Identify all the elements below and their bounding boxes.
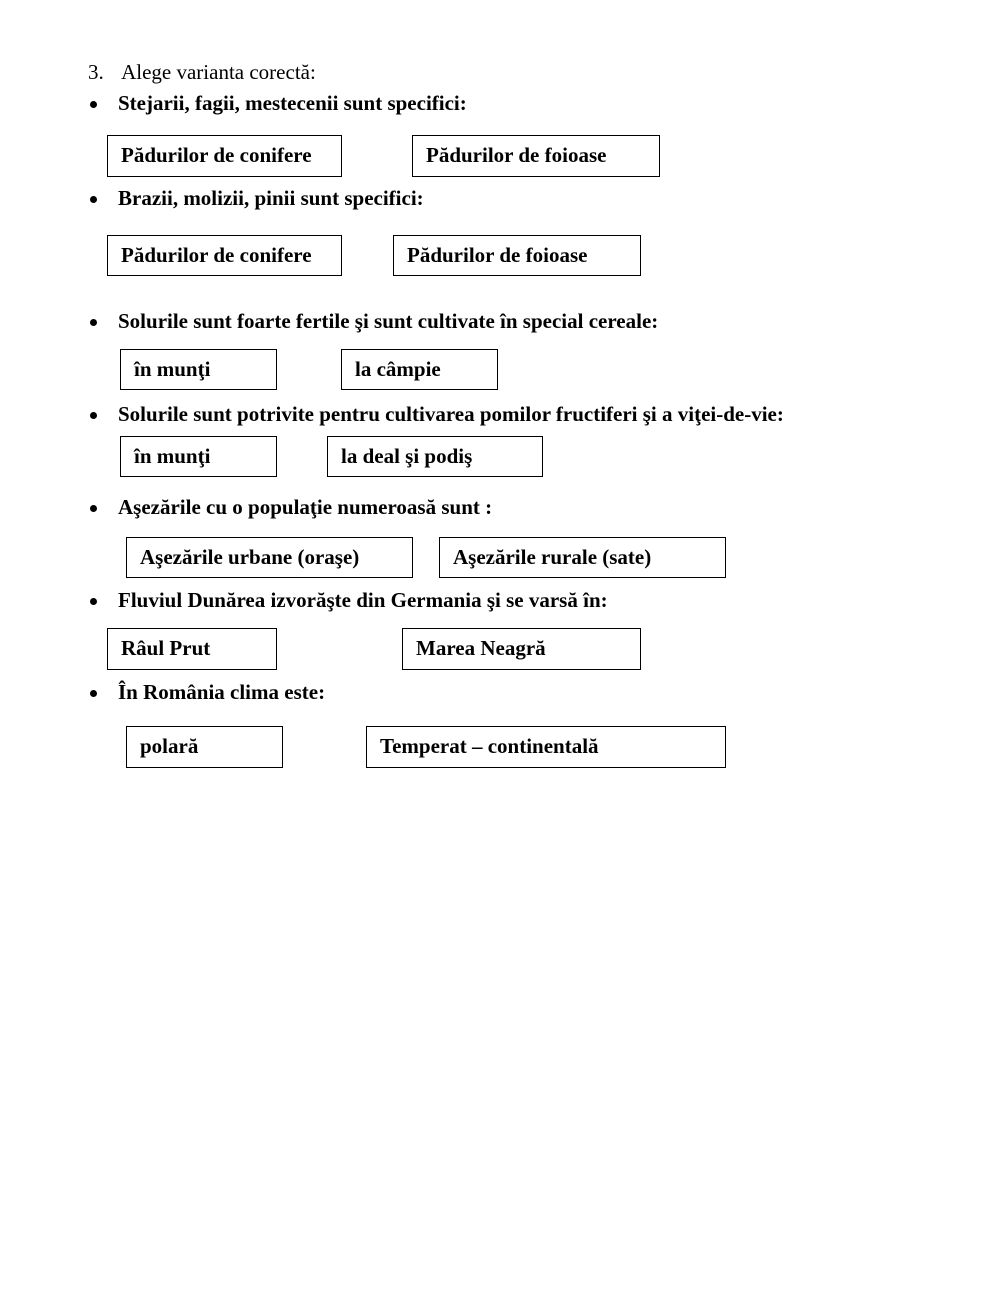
question-5-option-1[interactable]: Aşezările urbane (oraşe) — [126, 537, 413, 578]
question-6-option-1[interactable]: Râul Prut — [107, 628, 277, 670]
instruction-number: 3. — [88, 60, 104, 84]
question-4-prompt: Solurile sunt potrivite pentru cultivarea pomilor fructiferi şi a viţei-de-vie: — [118, 402, 784, 426]
question-4-option-2[interactable]: la deal şi podiş — [327, 436, 543, 477]
bullet-icon — [90, 319, 97, 326]
question-6-prompt: Fluviul Dunărea izvorăşte din Germania şi se varsă în: — [118, 588, 608, 612]
instruction-text: Alege varianta corectă: — [121, 60, 316, 84]
question-3-option-1[interactable]: în munţi — [120, 349, 277, 390]
question-7-option-1[interactable]: polară — [126, 726, 283, 768]
question-4-option-1[interactable]: în munţi — [120, 436, 277, 477]
bullet-icon — [90, 101, 97, 108]
question-5-prompt: Aşezările cu o populaţie numeroasă sunt : — [118, 495, 493, 519]
bullet-icon — [90, 196, 97, 203]
question-7-prompt: În România clima este: — [118, 680, 326, 704]
question-5-option-2[interactable]: Aşezările rurale (sate) — [439, 537, 726, 578]
question-6-option-2[interactable]: Marea Neagră — [402, 628, 641, 670]
question-1-option-1[interactable]: Pădurilor de conifere — [107, 135, 342, 177]
bullet-icon — [90, 598, 97, 605]
question-7-option-2[interactable]: Temperat – continentală — [366, 726, 726, 768]
question-2-option-1[interactable]: Pădurilor de conifere — [107, 235, 342, 276]
bullet-icon — [90, 505, 97, 512]
question-1-option-2[interactable]: Pădurilor de foioase — [412, 135, 660, 177]
question-3-prompt: Solurile sunt foarte fertile şi sunt cultivate în special cereale: — [118, 309, 659, 333]
question-2-option-2[interactable]: Pădurilor de foioase — [393, 235, 641, 276]
bullet-icon — [90, 690, 97, 697]
bullet-icon — [90, 412, 97, 419]
question-2-prompt: Brazii, molizii, pinii sunt specifici: — [118, 186, 424, 210]
instruction — [88, 60, 316, 85]
question-3-option-2[interactable]: la câmpie — [341, 349, 498, 390]
question-1-prompt: Stejarii, fagii, mestecenii sunt specifici: — [118, 91, 467, 115]
